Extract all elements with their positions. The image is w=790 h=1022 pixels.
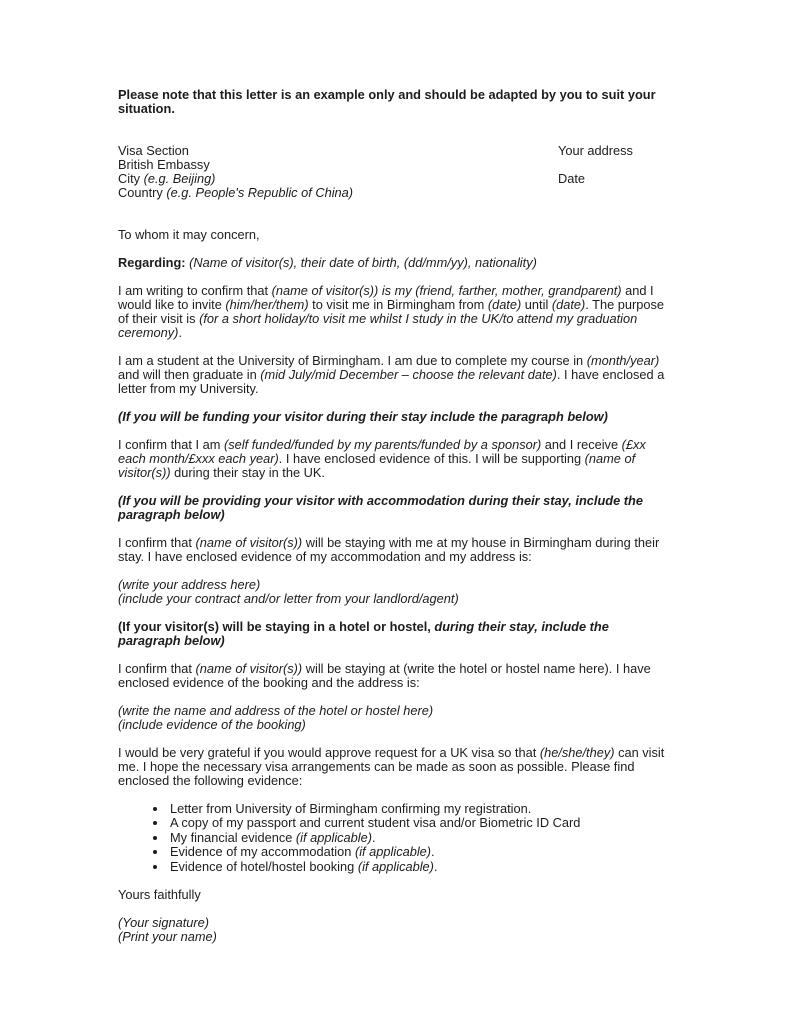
paragraph-accommodation (118, 536, 672, 564)
placeholder-run: (he/she/they) (539, 745, 615, 760)
placeholder-run: (name of visitor(s)) is my (friend, farther, mother, grandparent) (271, 283, 622, 298)
signature-block (118, 916, 672, 944)
text-run: . (433, 858, 438, 874)
evidence-item (168, 816, 672, 830)
paragraph-funding (118, 438, 672, 480)
text-run: and I would like to invite (118, 283, 654, 312)
embassy-address (118, 144, 558, 200)
text-run: I am a student at the University of Birmingham. I am due to complete my course in (118, 353, 587, 368)
text-run: . The purpose of their visit is (118, 297, 665, 326)
signature-line: (Print your name) (118, 929, 217, 945)
placeholder-run: (month/year) (586, 353, 660, 368)
embassy-line-country (118, 186, 558, 200)
placeholder-line: (include evidence of the booking) (118, 717, 306, 732)
placeholder-run: (e.g. People's Republic of China) (166, 185, 354, 200)
paragraph-hotel (118, 662, 672, 690)
text-run: Evidence of hotel/hostel booking (170, 858, 358, 874)
placeholder-run: (for a short holiday/to visit me whilst I study in the UK/to attend my graduation ceremony) (118, 311, 638, 340)
text-run: to visit me in Birmingham from (308, 297, 488, 312)
text-run: My financial evidence (170, 829, 296, 845)
placeholder-run: (self funded/funded by my parents/funded by a sponsor) (223, 437, 542, 452)
text-run: A copy of my passport and current student visa and/or Biometric ID Card (170, 815, 581, 831)
text-run: I am writing to confirm that (118, 283, 272, 298)
evidence-item (168, 860, 672, 874)
text-run: during their stay, include the paragraph below) (118, 619, 609, 648)
placeholder-run: (if applicable) (295, 829, 373, 845)
text-run: until (521, 297, 552, 312)
notice-text: Please note that this letter is an example only and should be adapted by you to suit your situation. (118, 87, 656, 116)
text-run: . (431, 844, 435, 860)
embassy-line-british-embassy: British Embassy (118, 157, 210, 172)
paragraph-grateful (118, 746, 672, 788)
hotel-placeholder-lines (118, 704, 672, 732)
placeholder-run: (mid July/mid December – choose the relevant date) (260, 367, 557, 382)
signature-line: (Your signature) (118, 915, 210, 931)
placeholder-line: (write the name and address of the hotel or hostel here) (118, 703, 434, 718)
closing: Yours faithfully (118, 887, 201, 903)
placeholder-run: (date) (551, 297, 586, 312)
placeholder-run: (date) (487, 297, 522, 312)
placeholder-run: (£xx each month/£xxx each year) (118, 437, 646, 466)
text-run: I confirm that (118, 535, 196, 550)
conditional-heading-hotel (118, 620, 672, 648)
text-run: Letter from University of Birmingham confirming my registration. (170, 801, 532, 816)
your-address-label: Your address (558, 143, 633, 158)
text-run: I would be very grateful if you would approve request for a UK visa so that (118, 745, 540, 760)
text-run: and will then graduate in (118, 367, 261, 382)
text-run: during their stay in the UK. (170, 465, 325, 480)
text-run: will be staying at (write the hotel or hostel name here). I have enclosed evidence of the booking and the address is: (118, 661, 651, 690)
text-run: . (178, 325, 183, 340)
placeholder-run: (him/her/them) (225, 297, 309, 312)
placeholder-run: (if applicable) (357, 858, 434, 874)
placeholder-run: (name of visitor(s)) (195, 661, 303, 676)
text-run: I confirm that I am (118, 437, 224, 452)
text-run: can visit me. I hope the necessary visa arrangements can be made as soon as possible. Please find enclosed the following evidence: (118, 745, 665, 788)
placeholder-run: (e.g. Beijing) (143, 171, 216, 186)
placeholder-run: (name of visitor(s)) (118, 451, 636, 480)
text-run: . I have enclosed evidence of this. I will be supporting (278, 451, 585, 466)
paragraph-invitation (118, 284, 672, 340)
regarding-label: Regarding: (118, 255, 190, 270)
text-run: I confirm that (118, 661, 196, 676)
regarding-line (118, 256, 672, 270)
salutation: To whom it may concern, (118, 227, 260, 242)
text-run: (If your visitor(s) will be staying in a hotel or hostel, (118, 619, 435, 634)
text-run: and I receive (541, 437, 622, 452)
evidence-item (168, 845, 672, 859)
paragraph-student (118, 354, 672, 396)
embassy-line-city (118, 172, 558, 186)
placeholder-line: (include your contract and/or letter from your landlord/agent) (118, 591, 459, 606)
sender-address (558, 144, 672, 200)
evidence-item (168, 831, 672, 845)
text-run: . I have enclosed a letter from my University. (118, 367, 665, 396)
text-run: City (118, 171, 144, 186)
text-run: . (372, 829, 376, 845)
conditional-heading-accommodation: (If you will be providing your visitor with accommodation during their stay, include the paragraph below) (118, 493, 643, 522)
regarding-value: (Name of visitor(s), their date of birth, (dd/mm/yy), nationality) (189, 255, 537, 270)
conditional-heading-funding: (If you will be funding your visitor during their stay include the paragraph below) (118, 409, 608, 424)
text-run: Evidence of my accommodation (170, 844, 355, 860)
date-label: Date (558, 171, 586, 186)
evidence-list (118, 802, 672, 874)
placeholder-run: (if applicable) (354, 844, 432, 860)
address-block (118, 144, 672, 200)
text-run: will be staying with me at my house in Birmingham during their stay. I have enclosed evidence of my accommodation and my address is: (118, 535, 660, 564)
embassy-line-visa-section: Visa Section (118, 143, 189, 158)
text-run: Country (118, 185, 167, 200)
placeholder-run: (name of visitor(s)) (195, 535, 303, 550)
placeholder-line: (write your address here) (118, 577, 261, 592)
address-placeholder-lines (118, 578, 672, 606)
evidence-item (168, 802, 672, 816)
